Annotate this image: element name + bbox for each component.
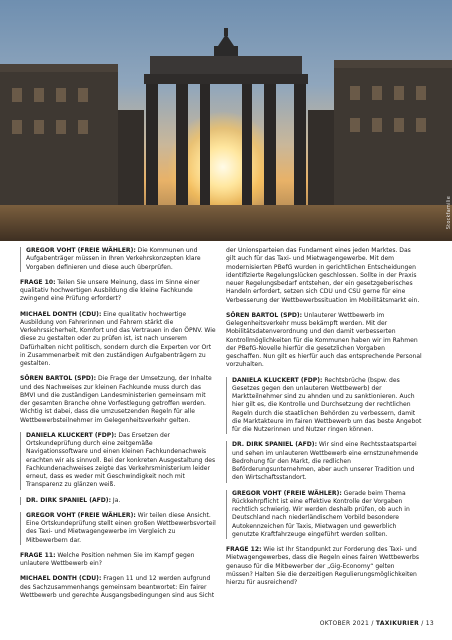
paragraph-text: Unlauterer Wettbewerb im Gelegenheitsverkehr muss bekämpft werden. Mit der Mobilitätsdatenverordnung und den damit verbesserten Kontrollmöglichkeiten für die Kommunen haben wir im Rahmen der PBefG-Novelle hierfür die gesetzlichen Vorgaben geschaffen. Nun gilt es hierfür auch das entsprechende Personal vorzuhalten. <box>226 311 422 369</box>
paragraph-text: Die Kommunen und Aufgabenträger müssen in Ihren Verkehrskonzepten klare Vorgaben definieren und diese auch überprüfen. <box>26 247 201 271</box>
answer-paragraph <box>226 490 422 540</box>
left-column <box>20 247 216 607</box>
footer-magazine: TAXIKURIER <box>375 620 420 627</box>
answer-paragraph <box>20 432 216 490</box>
speaker-name: GREGOR VOHT (FREIE WÄHLER): <box>26 247 136 254</box>
brandenburg-gate-photo <box>0 0 452 241</box>
answer-paragraph <box>20 311 216 369</box>
speaker-name: DR. DIRK SPANIEL (AFD): <box>26 496 111 504</box>
square-ground <box>0 205 452 241</box>
speaker-name: MICHAEL DONTH (CDU): <box>20 575 102 583</box>
answer-paragraph <box>226 441 422 482</box>
answer-paragraph <box>20 512 216 545</box>
speaker-name: DR. DIRK SPANIEL (AFD): <box>232 441 317 449</box>
paragraph-text: Die Frage der Umsetzung, der Inhalte und des Nachweises zur kleinen Fachkunde muss durch das BMVI und die zuständigen Landesministerien gemeinsam mit der gesamten Branche ohne Vorfestlegung getroffen werden. Wichtig ist dabei, dass die umzusetzenden Regeln für alle Wettbewerbsteilnehmer im Gelegenheitsverkehr gelten. <box>20 375 212 424</box>
paragraph-text: Welche Position nehmen Sie im Kampf gegen unlautere Wettbewerb ein? <box>20 551 195 567</box>
speaker-name: SÖREN BARTOL (SPD): <box>226 311 303 319</box>
paragraph-text: Wie ist Ihr Standpunkt zur Forderung des Taxi- und Mietwagengewerbes, dass die Regeln eines fairen Wettbewerbs genauso für die Mitbewerber der „Gig-Economy“ gelten müssen? Halten Sie die derzeitigen Regulierungsmöglichkeiten hierzu für ausreichend? <box>226 546 420 586</box>
answer-paragraph <box>226 377 422 435</box>
speaker-name: SÖREN BARTOL (SPD): <box>20 375 97 383</box>
answer-paragraph <box>226 247 422 305</box>
right-column <box>226 247 422 594</box>
question-paragraph <box>20 279 216 304</box>
question-paragraph <box>226 546 422 587</box>
speaker-name: DANIELA KLUCKERT (FDP): <box>232 376 323 384</box>
question-label: FRAGE 10: <box>20 278 56 286</box>
paragraph-text: Teilen Sie unsere Meinung, dass im Sinne einer qualitativ hochwertigen Ausbildung die kleine Fachkunde zwingend eine Prüfung erfordert? <box>20 278 200 303</box>
answer-paragraph <box>20 375 216 425</box>
footer-page: / 13 <box>419 620 434 627</box>
speaker-name: GREGOR VOHT (FREIE WÄHLER): <box>26 511 136 519</box>
paragraph-text: Wir teilen diese Ansicht. Eine Ortskundeprüfung stellt einen großen Wettbewerbsvorteil des Taxi- und Mietwagengewerbe im Vergleich zu Mitbewerbern dar. <box>26 511 216 544</box>
question-paragraph <box>20 552 216 569</box>
paragraph-text: Gerade beim Thema Rückkehrpflicht ist eine effektive Kontrolle der Vorgaben rechtlich schwierig. Wir werden deshalb prüfen, ob auch in Deutschland nach niederländischem Vorbild besondere Autokennzeichen für Taxis, Mietwagen und gewerblich genutzte Kraftfahrzeuge eingeführt werden sollten. <box>232 489 410 538</box>
page-footer <box>320 620 434 627</box>
speaker-name: DANIELA KLUCKERT (FDP): <box>26 431 117 439</box>
question-label: FRAGE 12: <box>226 546 262 553</box>
footer-issue: OKTOBER 2021 / <box>319 620 376 627</box>
answer-paragraph <box>226 312 422 370</box>
paragraph-text: Das Ersetzen der Ortskundeprüfung durch eine zeitgemäße Navigationssoftware und einen kleinen Fachkundenachweis erachten wir als sinnvoll. Bei der konkreten Ausgestaltung des Fachkundenachweises zeigte das Verkehrsministerium leider erneut, dass es weder mit Geschwindigkeit noch mit Transparenz zu glänzen weiß. <box>26 431 216 489</box>
paragraph-text: Ja. <box>111 496 121 504</box>
speaker-name: GREGOR VOHT (FREIE WÄHLER): <box>232 489 342 497</box>
paragraph-text: Eine qualitativ hochwertige Ausbildung von Fahrerinnen und Fahrern stärkt die Verkehrssicherheit, Komfort und das Vertrauen in den ÖPNV. Wie diese zu gestalten oder zu prüfen ist, ist nach unserem Dafürhalten nicht politisch, sondern durch die Experten vor Ort in Zusammenarbeit mit den zuständigen Aufgabenträgern zu gestalten. <box>20 310 216 367</box>
paragraph-text: Wir sind eine Rechtsstaatspartei und sehen im unlauteren Wettbewerb eine ernstzunehmende Bedrohung für den Markt, die redlichen Beförderungsunternehmen, aber auch unserer Tradition und den Wirtschaftsstandort. <box>232 441 419 482</box>
answer-paragraph <box>20 497 216 505</box>
photo-credit: Stockfamilie <box>446 196 452 230</box>
question-label: FRAGE 11: <box>20 551 56 559</box>
paragraph-text: Fragen 11 und 12 werden aufgrund des Sachzusammenhangs gemeinsam beantwortet: Ein fairer Wettbewerb und gerechte Ausgangsbedingungen sind aus Sicht <box>20 575 215 599</box>
answer-paragraph <box>20 247 216 272</box>
paragraph-text: Rechtsbrüche (bspw. des Gesetzes gegen den unlauteren Wettbewerb) der Marktteilnehmer sind zu ahnden und zu sanktionieren. Auch hier gilt es, die Kontrolle und Durchsetzung der rechtlichen Regeln durch die staatlichen Behörden zu verbessern, damit die Marktakteure im fairen Wettbewerb um das beste Angebot für die Nutzerinnen und Nutzer ringen können. <box>232 376 422 433</box>
speaker-name: MICHAEL DONTH (CDU): <box>20 310 102 318</box>
answer-paragraph <box>20 575 216 600</box>
paragraph-text: der Unionsparteien das Fundament eines jeden Marktes. Das gilt auch für das Taxi- und Mietwagengewerbe. Mit dem modernisierten PBefG wurden in gerichtlichen Entscheidungen identifizierte Regelungslücken geschlossen. Sollte in der Praxis neuer Regelungsbedarf entstehen, der ein gesetzgeberisches Handeln erfordert, setzen sich CDU und CSU gerne für eine Verbesserung der Wettbewerbssituation im Mobilitätsmarkt ein. <box>226 247 420 304</box>
